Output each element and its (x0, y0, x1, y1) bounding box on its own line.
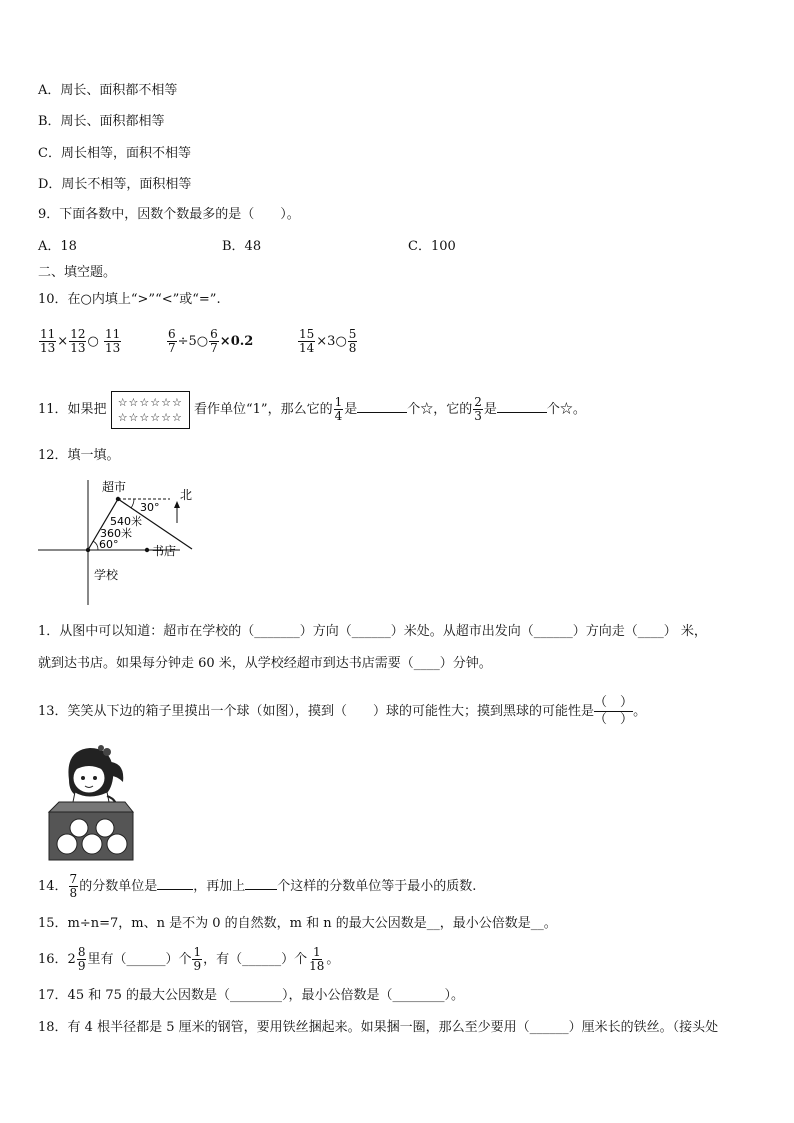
label-north: 北 (180, 488, 193, 502)
bookstore-point (145, 548, 149, 552)
white-ball (82, 834, 102, 854)
q15-text: 15．m÷n=7，m、n 是不为 0 的自然数，m 和 n 的最大公因数是__，最小公倍数是__。 (38, 916, 557, 931)
answer-blank[interactable] (245, 889, 277, 890)
label-540m: 540米 (110, 515, 142, 528)
white-ball (70, 819, 88, 837)
q8-option-d: D．周长不相等，面积相等 (38, 177, 192, 192)
label-angle-30: 30° (140, 501, 160, 514)
label-bookstore: 书店 (152, 544, 177, 558)
q12-sub1-line1: 1．从图中可以知道：超市在学校的（_______）方向（______）米处。从超市出发向（______）方向走（____） 米， (38, 624, 707, 639)
answer-blank[interactable] (497, 412, 547, 413)
fraction: $\frac{5}{8}$ (348, 327, 357, 355)
q17-text: 17．45 和 75 的最大公因数是（________），最小公倍数是（________）。 (38, 988, 465, 1003)
fraction: $\frac{8}{9}$ (77, 945, 86, 973)
q13-line: 13．笑笑从下边的箱子里摸出一个球（如图），摸到（ ）球的可能性大；摸到黑球的可能性是 （ ） （ ） 。 (38, 695, 647, 727)
q14-line: 14． $\frac{7}{8}$ 的分数单位是 ，再加上 个这样的分数单位等于最小的质数. (38, 872, 477, 900)
q10-stem: 10．在○内填上“>”“<”或“=”. (38, 292, 221, 307)
angle-arc-30 (131, 499, 134, 508)
school-point (86, 548, 90, 552)
q18-text: 18．有 4 根半径都是 5 厘米的钢管，要用铁丝捆起来。如果捆一圈，那么至少要用（______）厘米长的铁丝。（接头处 (38, 1020, 719, 1035)
white-ball (107, 834, 127, 854)
q10-expr-1: $\frac{11}{13}$ × $\frac{12}{13}$ ○ $\frac{11}{13}$ (40, 327, 121, 355)
supermarket-point (116, 497, 120, 501)
label-school: 学校 (94, 568, 119, 582)
fraction: $\frac{12}{13}$ (70, 327, 86, 355)
north-arrow-icon (174, 501, 180, 508)
q9-option-c: C．100 (408, 239, 456, 254)
q12-stem: 12．填一填。 (38, 448, 120, 463)
q8-option-a: A．周长、面积都不相等 (38, 83, 178, 98)
fraction: $\frac{15}{14}$ (299, 327, 315, 355)
fraction: $\frac{6}{7}$ (168, 327, 176, 355)
q16-line: 16．2 $\frac{8}{9}$ 里有（______）个 $\frac{1}{9}$ ，有（______）个 $\frac{1}{18}$ 。 (38, 945, 340, 973)
hair-bow-icon (103, 748, 111, 756)
answer-blank[interactable] (157, 889, 193, 890)
q9-option-a: A．18 (38, 239, 77, 254)
fraction: $\frac{1}{9}$ (193, 945, 202, 973)
answer-blank[interactable] (357, 412, 407, 413)
fraction: $\frac{6}{7}$ (210, 327, 218, 355)
label-supermarket: 超市 (102, 480, 127, 494)
q9-option-b: B．48 (222, 239, 262, 254)
direction-diagram (30, 475, 210, 610)
q8-option-c: C．周长相等，面积不相等 (38, 146, 191, 161)
fraction: $\frac{11}{13}$ (104, 327, 121, 355)
q10-expr-3: $\frac{15}{14}$ ×3○ $\frac{5}{8}$ (299, 327, 357, 355)
section-title: 二、填空题。 (38, 265, 117, 280)
q10-expr-2: $\frac{6}{7}$ ÷5○ $\frac{6}{7}$ ×0.2 (168, 327, 254, 355)
q9-stem: 9．下面各数中，因数个数最多的是（ ）。 (38, 207, 300, 222)
star-box: ☆☆☆☆☆☆ ☆☆☆☆☆☆ (111, 391, 190, 429)
fraction: $\frac{1}{4}$ (334, 395, 343, 423)
fraction-blank[interactable]: （ ） （ ） (594, 695, 634, 727)
label-angle-60: 60° (99, 538, 119, 551)
label-360m: 360米 (100, 527, 132, 540)
fraction: $\frac{11}{13}$ (40, 327, 56, 355)
white-ball (96, 819, 114, 837)
angle-arc-60 (93, 541, 98, 550)
fraction: $\frac{1}{18}$ (309, 945, 325, 973)
q8-option-b: B．周长、面积都相等 (38, 114, 165, 129)
fraction: $\frac{7}{8}$ (69, 872, 78, 900)
girl-with-box-illustration (45, 740, 135, 865)
white-ball (57, 834, 77, 854)
fraction: $\frac{2}{3}$ (474, 395, 482, 423)
q11-line: 11．如果把 ☆☆☆☆☆☆ ☆☆☆☆☆☆ 看作单位“1”，那么它的 $\frac{1}{4}$ 是 个☆，它的 $\frac{2}{3}$ 是 个☆。 (38, 390, 586, 430)
q12-sub1-line2: 就到达书店。如果每分钟走 60 米，从学校经超市到达书店需要（____）分钟。 (38, 656, 492, 671)
